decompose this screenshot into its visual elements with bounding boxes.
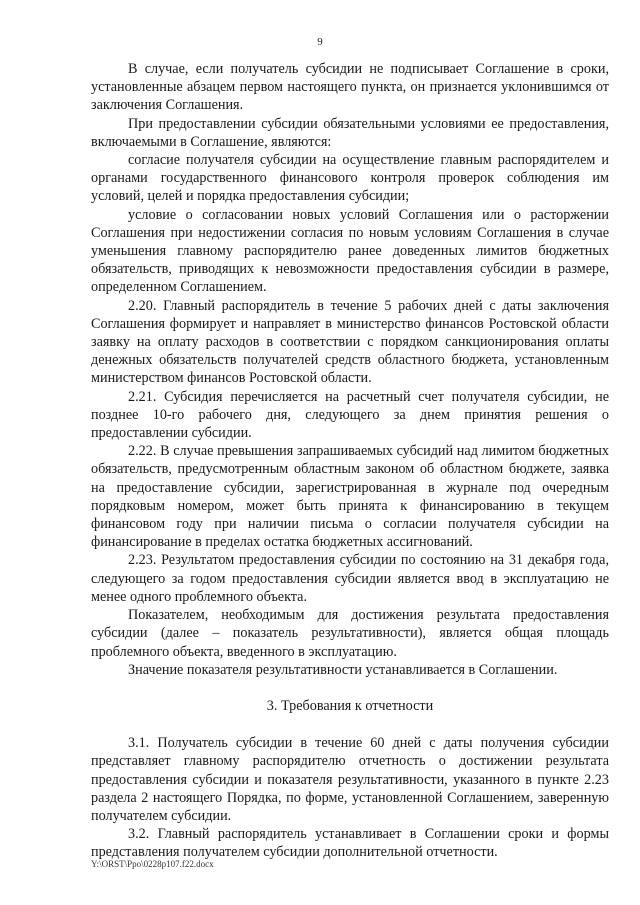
paragraph-3-1: 3.1. Получатель субсидии в течение 60 дней с даты получения субсидии представляет главному распорядителю отчетность о достижении результата предоставления субсидии и показателя результативности, указанного в пункте 2.23 раздела 2 настоящего Порядка, по форме, установленной Соглашением, заверенную получателем субсидии. bbox=[91, 735, 609, 824]
paragraph-2-23: 2.23. Результатом предоставления субсидии по состоянию на 31 декабря года, следующего за годом предоставления субсидии является ввод в эксплуатацию не менее одного проблемного объекта. bbox=[91, 552, 609, 605]
paragraph-2-21: 2.21. Субсидия перечисляется на расчетный счет получателя субсидии, не позднее 10-го рабочего дня, следующего за днем принятия решения о предоставлении субсидии. bbox=[91, 388, 609, 442]
paragraph-indicator-value: Значение показателя результативности устанавливается в Соглашении. bbox=[128, 661, 558, 678]
paragraph-2-20: 2.20. Главный распорядитель в течение 5 рабочих дней с даты заключения Соглашения формирует и направляет в министерство финансов Ростовской области заявку на оплату расходов в соответствии с порядком санкционирования оплаты денежных обязательств получателей средств областного бюджета, установленным министерством финансов Ростовской области. bbox=[91, 297, 609, 387]
paragraph-2-22: 2.22. В случае превышения запрашиваемых субсидий над лимитом бюджетных обязательств, предусмотренным областным законом об областном бюджете, заявка на предоставление субсидии, зарегистрированная в журнале под очередным порядковым номером, может быть принята к финансированию в текущем финансовом году при наличии письма о согласии получателя субсидии на финансирование в пределах остатка бюджетных ассигнований. bbox=[91, 443, 609, 551]
footer-file-path: Y:\ORST\Ppo\0228p107.f22.docx bbox=[91, 859, 214, 869]
document-body bbox=[91, 60, 609, 862]
section-heading: 3. Требования к отчетности bbox=[266, 697, 434, 714]
paragraph-3-2: 3.2. Главный распорядитель устанавливает в Соглашении сроки и формы представления получателем субсидии дополнительной отчетности. bbox=[91, 826, 609, 861]
paragraph-consent: согласие получателя субсидии на осуществление главным распорядителем и органами государственного финансового контроля проверок соблюдения им условий, целей и порядка предоставления субсидии; bbox=[91, 152, 609, 205]
paragraph-new-conditions: условие о согласовании новых условий Соглашения или о расторжении Соглашения при недостижении согласия по новым условиям Соглашения в случае уменьшения главному распорядителю ранее доведенных лимитов бюджетных обязательств, приводящих к невозможности предоставления субсидии в размере, определенном Соглашением. bbox=[91, 206, 609, 296]
paragraph-conditions-intro: При предоставлении субсидии обязательными условиями ее предоставления, включаемыми в Соглашение, являются: bbox=[91, 115, 609, 150]
page-number: 9 bbox=[317, 36, 323, 48]
paragraph-indicator: Показателем, необходимым для достижения результата предоставления субсидии (далее – показатель результативности), является общая площадь проблемного объекта, введенного в эксплуатацию. bbox=[91, 607, 609, 660]
paragraph-refusal: В случае, если получатель субсидии не подписывает Соглашение в сроки, установленные абзацем первом настоящего пункта, он признается уклонившимся от заключения Соглашения. bbox=[91, 61, 609, 114]
